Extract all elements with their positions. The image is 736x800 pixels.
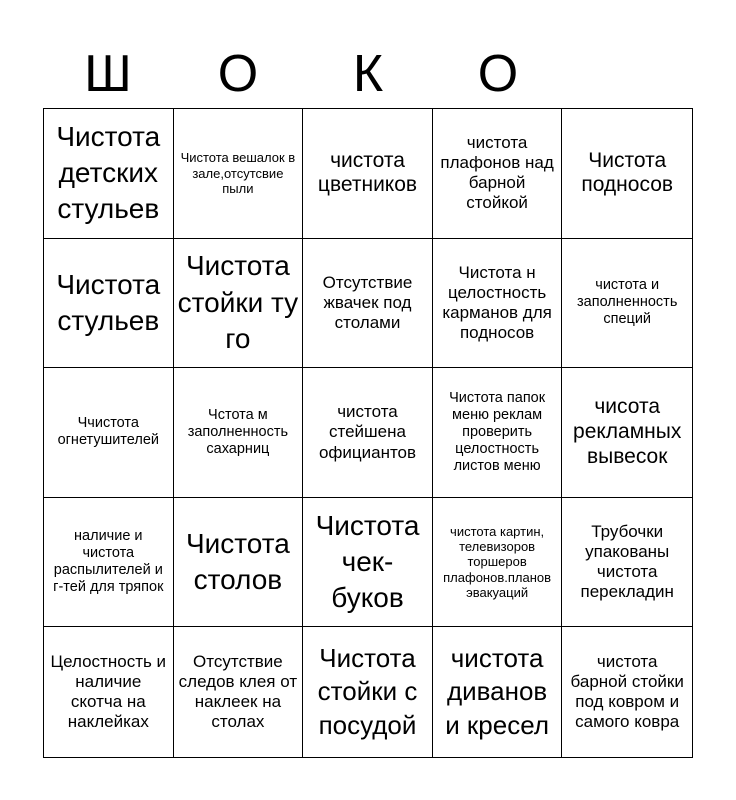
header-letter-5 [563, 40, 693, 108]
header-letter-3: К [352, 45, 384, 103]
bingo-cell[interactable]: чистота стейшена официантов [303, 368, 433, 498]
bingo-cell[interactable]: Чистота н целостность карманов для подносов [433, 239, 563, 369]
bingo-cell[interactable]: Чистота столов [174, 498, 304, 628]
header-letter-2: О [217, 45, 259, 103]
bingo-cell[interactable]: Чстота м заполненность сахарниц [174, 368, 304, 498]
bingo-header [43, 40, 693, 108]
bingo-cell[interactable]: чистота и заполненность специй [562, 239, 692, 369]
bingo-cell[interactable]: Чистота детских стульев [44, 109, 174, 239]
bingo-cell[interactable]: Чистота стойки ту го [174, 239, 304, 369]
bingo-cell[interactable]: Целостность и наличие скотча на наклейках [44, 627, 174, 757]
bingo-cell[interactable]: чистота барной стойки под ковром и самого ковра [570, 652, 684, 732]
bingo-cell[interactable]: Чистота стульев [44, 239, 174, 369]
bingo-cell[interactable]: Отсутствие следов клея от наклеек на столах [174, 627, 304, 757]
bingo-cell[interactable]: чистота плафонов над барной стойкой [433, 109, 563, 239]
bingo-cell[interactable]: чистота цветников [303, 109, 433, 239]
header-letter-1: Ш [84, 45, 132, 103]
bingo-cell[interactable]: Чистота подносов [562, 109, 692, 239]
bingo-cell[interactable]: чистота диванов и кресел [433, 627, 563, 757]
bingo-cell[interactable]: Чистота папок меню реклам проверить целостность листов меню [433, 368, 563, 498]
bingo-cell[interactable]: чистота картин, телевизоров торшеров плафонов.планов эвакуаций [433, 498, 563, 628]
bingo-cell[interactable]: Чистота чек-буков [303, 498, 433, 628]
bingo-cell[interactable]: наличие и чистота распылителей и г-тей для тряпок [44, 498, 174, 628]
bingo-cell[interactable]: Ччистота огнетушителей [44, 368, 174, 498]
bingo-cell[interactable]: Чистота вешалок в зале,отсутсвие пыли [174, 109, 304, 239]
header-letter-4: О [477, 45, 519, 103]
bingo-grid [43, 108, 693, 758]
bingo-cell[interactable]: Чистота стойки с посудой [303, 627, 433, 757]
bingo-cell[interactable]: Трубочки упакованы чистота перекладин [562, 498, 692, 628]
bingo-cell[interactable]: чисота рекламных вывесок [562, 368, 692, 498]
bingo-cell[interactable]: Отсутствие жвачек под столами [303, 239, 433, 369]
